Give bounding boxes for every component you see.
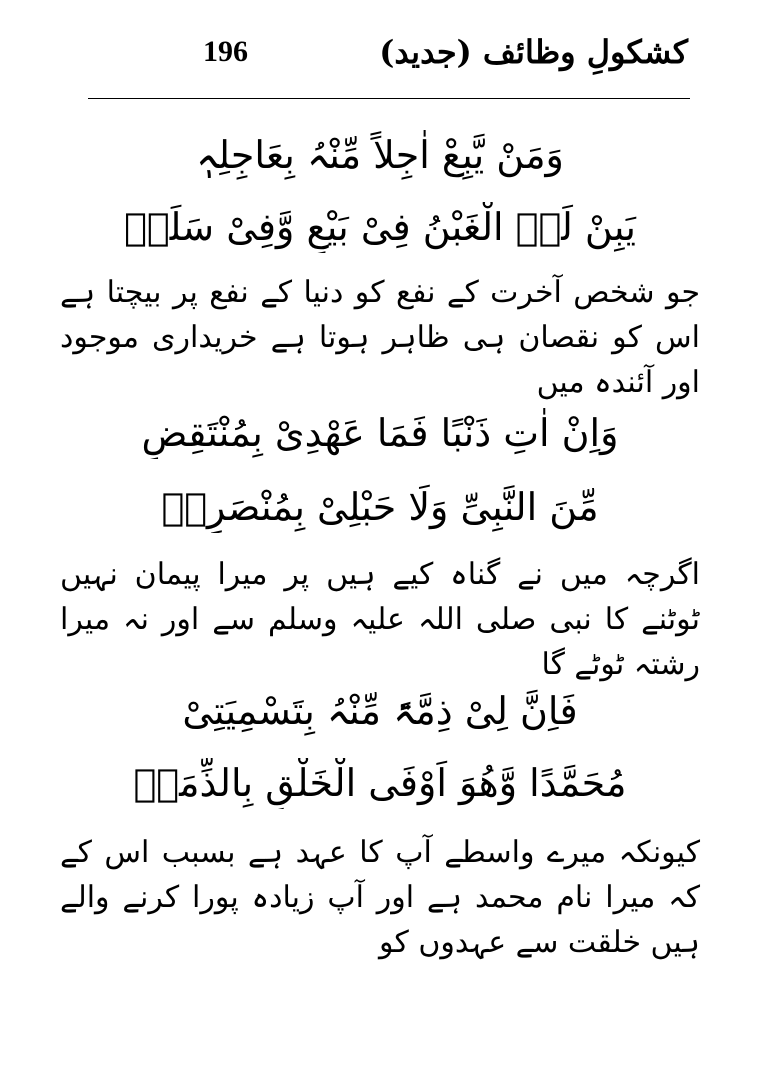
book-title: کشکولِ وظائف (جدید) (379, 33, 688, 71)
header-divider (88, 98, 690, 99)
page-header (88, 32, 688, 72)
urdu-translation-2: اگرچہ میں نے گناہ کیے ہیں پر میرا پیمان نہیں ٹوٹنے کا نبی صلی اللہ علیہ وسلم سے اور نہ میرا رشتہ ٹوٹے گا (60, 557, 700, 682)
arabic-verse-4: مِّنَ النَّبِیِّ وَلَا حَبْلِیْ بِمُنْصَرِمٖ (161, 485, 599, 529)
urdu-translation-1: جو شخص آخرت کے نفع کو دنیا کے نفع پر بیچتا ہے اس کو نقصان ہی ظاہر ہوتا ہے خریداری موجود اور آئندہ میں (60, 275, 700, 400)
arabic-verse-3: وَاِنْ اٰتِ ذَنْبًا فَمَا عَھْدِیْ بِمُنْتَقِضٍ (141, 411, 619, 455)
arabic-verse-6: مُحَمَّدًا وَّھُوَ اَوْفَی الْخَلْقِ بِالذِّمَمٖ (133, 761, 627, 805)
urdu-translation-3: کیونکہ میرے واسطے آپ کا عہد ہے بسبب اس کے کہ میرا نام محمد ہے اور آپ زیادہ پورا کرنے والے ہیں خلقت سے عہدوں کو (60, 835, 700, 960)
arabic-verse-2: یَبِنْ لَہُ الْغَبْنُ فِیْ بَیْعٍ وَّفِیْ سَلَمٖ (124, 205, 636, 249)
arabic-verse-1: وَمَنْ یَّبِعْ اٰجِلاً مِّنْہُ بِعَاجِلِہٖ (196, 133, 564, 177)
page-number: 196 (203, 35, 248, 68)
arabic-verse-5: فَاِنَّ لِیْ ذِمَّۃً مِّنْہُ بِتَسْمِیَتِیْ (182, 689, 578, 733)
